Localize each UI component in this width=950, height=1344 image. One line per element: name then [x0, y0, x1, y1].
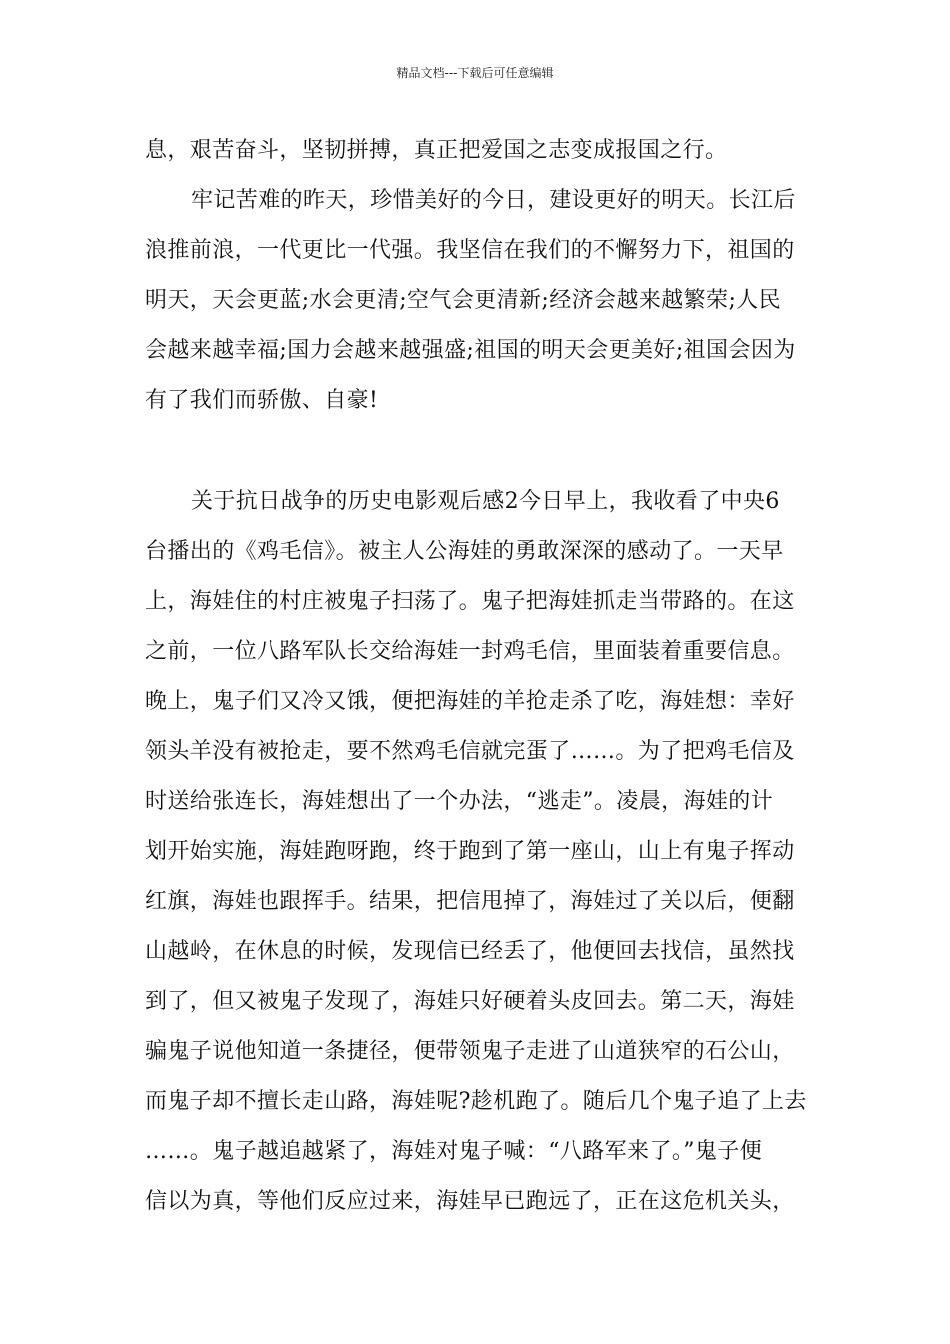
paragraph-3-line-6: 领头羊没有被抢走，要不然鸡毛信就完蛋了……。为了把鸡毛信及 [145, 739, 795, 764]
paragraph-3-line-13: 而鬼子却不擅长走山路，海娃呢?趁机跑了。随后几个鬼子追了上去 [145, 1089, 807, 1114]
paragraph-3-line-9: 红旗，海娃也跟挥手。结果，把信甩掉了，海娃过了关以后，便翻 [145, 889, 795, 914]
paragraph-3-line-3: 上，海娃住的村庄被鬼子扫荡了。鬼子把海娃抓走当带路的。在这 [145, 589, 795, 614]
paragraph-3-line-15: 信以为真，等他们反应过来，海娃早已跑远了，正在这危机关头， [145, 1189, 795, 1214]
paragraph-2-line-5: 有了我们而骄傲、自豪! [145, 388, 379, 413]
paragraph-3-line-8: 划开始实施，海娃跑呀跑，终于跑到了第一座山，山上有鬼子挥动 [145, 839, 795, 864]
paragraph-2-line-4: 会越来越幸福;国力会越来越强盛;祖国的明天会更美好;祖国会因为 [145, 338, 796, 363]
paragraph-3-line-1: 关于抗日战争的历史电影观后感2今日早上，我收看了中央6 [191, 489, 780, 514]
paragraph-3-line-2: 台播出的《鸡毛信》。被主人公海娃的勇敢深深的感动了。一天早 [145, 539, 784, 564]
paragraph-3-line-12: 骗鬼子说他知道一条捷径，便带领鬼子走进了山道狭窄的石公山， [145, 1039, 795, 1064]
paragraph-2-line-3: 明天，天会更蓝;水会更清;空气会更清新;经济会越来越繁荣;人民 [145, 288, 782, 313]
paragraph-1-line-1: 息，艰苦奋斗，坚韧拼搏，真正把爱国之志变成报国之行。 [145, 138, 728, 163]
paragraph-3-line-11: 到了，但又被鬼子发现了，海娃只好硬着头皮回去。第二天，海娃 [145, 989, 795, 1014]
paragraph-3-line-5: 晚上，鬼子们又冷又饿，便把海娃的羊抢走杀了吃，海娃想：幸好 [145, 689, 795, 714]
paragraph-3-line-10: 山越岭，在休息的时候，发现信已经丢了，他便回去找信，虽然找 [145, 939, 795, 964]
page-header: 精品文档---下载后可任意编辑 [396, 66, 554, 80]
paragraph-3-line-14: ……。鬼子越追越紧了，海娃对鬼子喊：“八路军来了。”鬼子便 [145, 1139, 763, 1164]
paragraph-3-line-7: 时送给张连长，海娃想出了一个办法，“逃走”。凌晨，海娃的计 [145, 789, 774, 814]
paragraph-3-line-4: 之前，一位八路军队长交给海娃一封鸡毛信，里面装着重要信息。 [145, 639, 795, 664]
paragraph-2-line-2: 浪推前浪，一代更比一代强。我坚信在我们的不懈努力下，祖国的 [145, 238, 795, 263]
paragraph-2-line-1: 牢记苦难的昨天，珍惜美好的今日，建设更好的明天。长江后 [191, 188, 796, 213]
